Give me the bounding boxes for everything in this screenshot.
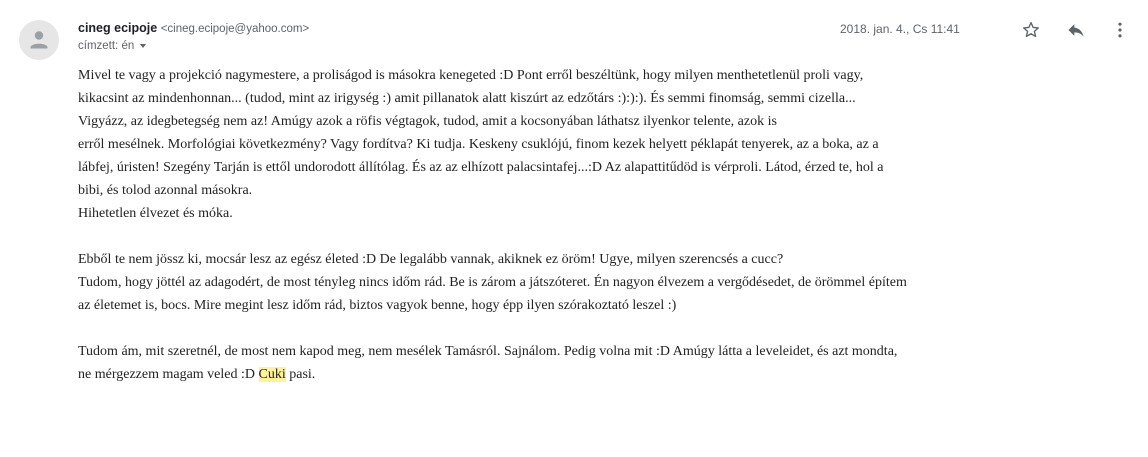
body-line: Ebből te nem jössz ki, mocsár lesz az egész életed :D De legalább vannak, akiknek ez öröm! Ugye, milyen szerencsés a cucc? — [78, 252, 784, 267]
body-text: pasi. — [285, 367, 316, 382]
reply-icon — [1066, 20, 1086, 40]
paragraph-gap — [78, 225, 1143, 248]
body-line: Tudom ám, mit szeretnél, de most nem kapod meg, nem mesélek Tamásról. Sajnálom. Pedig volna mit :D Amúgy látta a leveleidet, és azt mondta, — [78, 344, 898, 359]
sender-name[interactable]: cineg ecipoje — [78, 21, 158, 35]
recipient-details-toggle[interactable] — [78, 40, 146, 52]
body-line: kikacsint az mindenhonnan... (tudod, mint az irigység :) amit pillanatok alatt kiszúrt az edzőtárs :):):). És semmi finomság, semmi cizella... — [78, 91, 856, 106]
reply-button[interactable] — [1065, 19, 1087, 41]
sender-line — [78, 21, 309, 35]
body-line: erről mesélnek. Morfológiai következmény? Vagy fordítva? Ki tudja. Keskeny csuklójú, finom kezek helyett péklapát tenyerek, az a boka, az a — [78, 137, 879, 152]
highlighted-word: Cuki — [258, 367, 286, 382]
sender-email: <cineg.ecipoje@yahoo.com> — [160, 23, 310, 35]
body-line: Tudom, hogy jöttél az adagodért, de most tényleg nincs időm rád. Be is zárom a játszóteret. Én nagyon élvezem a vergődésedet, de örömmel építem — [78, 275, 907, 290]
more-options-button[interactable] — [1109, 19, 1131, 41]
body-line: Hihetetlen élvezet és móka. — [78, 206, 233, 221]
body-line: Mivel te vagy a projekció nagymestere, a proliságod is másokra kenegeted :D Pont erről beszéltünk, hogy milyen menthetetlenül proli vagy, — [78, 68, 864, 83]
chevron-down-icon — [140, 44, 146, 48]
more-vert-icon — [1110, 20, 1130, 40]
star-icon — [1021, 20, 1041, 40]
body-line: Vigyázz, az idegbetegség nem az! Amúgy azok a röfis végtagok, tudod, amit a kocsonyában láthatsz ilyenkor telente, azok is — [78, 114, 777, 129]
recipient-label: címzett: én — [78, 40, 135, 52]
message-date: 2018. jan. 4., Cs 11:41 — [840, 22, 960, 36]
paragraph-gap — [78, 317, 1143, 340]
message-body — [78, 64, 1143, 386]
sender-avatar[interactable] — [19, 20, 59, 60]
body-line — [78, 363, 1143, 386]
body-line: az életemet is, bocs. Mire megint lesz időm rád, biztos vagyok benne, hogy épp ilyen szórakoztató leszel :) — [78, 298, 677, 313]
person-icon — [19, 20, 59, 60]
body-text: ne mérgezzem magam veled :D — [78, 367, 259, 382]
star-button[interactable] — [1020, 19, 1042, 41]
body-line: lábfej, úristen! Szegény Tarján is ettől undorodott állítólag. És az az elhízott palacsintafej...:D Az alapattitűdöd is vérproli. Látod, érzed te, hol a — [78, 160, 884, 175]
body-line: bibi, és tolod azonnal másokra. — [78, 183, 253, 198]
